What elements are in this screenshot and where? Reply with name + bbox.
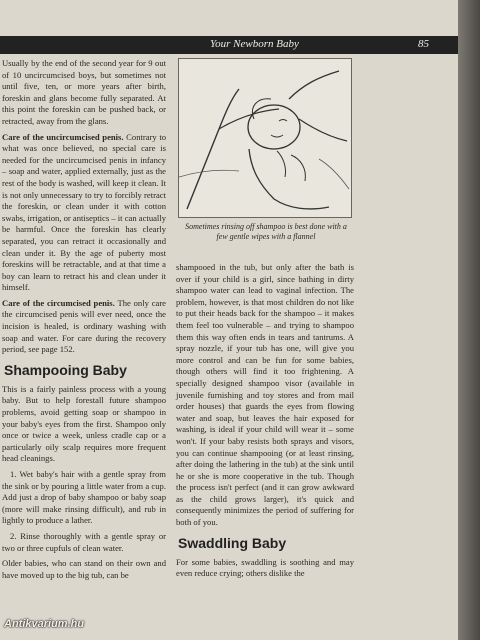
shampoo-illustration (178, 58, 352, 218)
circumcised-heading: Care of the circumcised penis. (2, 297, 115, 308)
swaddling-heading: Swaddling Baby (178, 534, 287, 551)
page-number: 85 (418, 38, 429, 50)
uncircumcised-heading: Care of the uncircumcised penis. (2, 131, 124, 142)
intro-paragraph: Usually by the end of the second year for 9 out of 10 uncircumcised boys, but sometimes not until five, ten, or more years after birth, foreskin and glans become fully separated. At this point the foreskin can be pushed back, or retracted, away from the glans. (2, 58, 166, 126)
older-babies-paragraph: Older babies, who can stand on their own and have moved up to the big tub, can be (2, 558, 166, 580)
step-2: 2. Rinse thoroughly with a gentle spray or two or three cupfuls of clean water. (2, 530, 166, 553)
step-1: 1. Wet baby's hair with a gentle spray from the sink or by pouring a little water from a cup. Add just a drop of baby shampoo or baby soap (more will make rinsing difficult), and rub in lightly to produce a lather. (2, 469, 166, 526)
circumcised-paragraph (2, 298, 166, 356)
continued-paragraph: shampooed in the tub, but only after the bath is over if your child is a girl, since bathing in dirty shampoo water can lead to vaginal infection. The problem, however, is that most children do not like to put their heads back for the shampoo – it makes them feel too vulnerable – and trying to shampoo them this way often ends in tears and tantrums. A spray nozzle, if your tub has one, will give you more control and can be fun for some babies, though others will find it too frightening. A specially designed shampoo visor (available in juvenile furnishing and toy stores and from mail order houses) that guards the eyes from flowing water and soap, but leaves the hair exposed for washing, is ideal if your child will wear it – some won't. If your baby resists both sprays and visors, you can continue shampooing (or at least rinsing, after doing the lathering in the tub) at the sink until he or she is more cooperative in the tub. Though the process isn't perfect (and it can grow awkward as the child grows larger), it's quick and consequently minimizes the period of suffering for both of you. (176, 262, 354, 528)
shampooing-heading: Shampooing Baby (4, 361, 127, 378)
next-page-edge (458, 0, 480, 640)
watermark: Antikvarium.hu (4, 618, 85, 630)
right-column (176, 262, 354, 584)
running-header (0, 36, 458, 54)
figure-caption: Sometimes rinsing off shampoo is best done with a few gentle wipes with a flannel (185, 222, 347, 241)
left-column (2, 58, 166, 585)
running-title: Your Newborn Baby (210, 38, 299, 50)
swaddling-paragraph: For some babies, swaddling is soothing and may even reduce crying; others dislike the (176, 556, 354, 579)
baby-shampoo-drawing-icon (179, 59, 351, 217)
circumcised-text: The only care the circumcised penis will ever need, once the incision is healed, is ordinary washing with soap and water. For care during the recovery period, see page 152. (2, 297, 166, 355)
uncircumcised-paragraph (2, 132, 166, 294)
shampoo-paragraph: This is a fairly painless process with a young baby. But to help forestall future shampoo problems, avoid getting soap or shampoo in your baby's eyes from the first. Shampoo only once or twice a week, unless cradle cap or a particularly oily scalp requires more frequent head cleanings. (2, 383, 166, 464)
uncircumcised-text: Contrary to what was once believed, no special care is needed for the uncircumcised penis in infancy – soap and water, applied externally, just as the rest of the body is washed, will keep it clean. It is not only unnecessary to try to forcibly retract the foreskin, or clean under it with cotton swabs, irrigation, or antiseptics – it can actually be harmful. Once the foreskin has clearly separated, you can retract it occasionally and clean under it. By the age of puberty most foreskins will be retractable, and at that time a boy can learn to retract his and clean under it himself. (2, 131, 167, 293)
